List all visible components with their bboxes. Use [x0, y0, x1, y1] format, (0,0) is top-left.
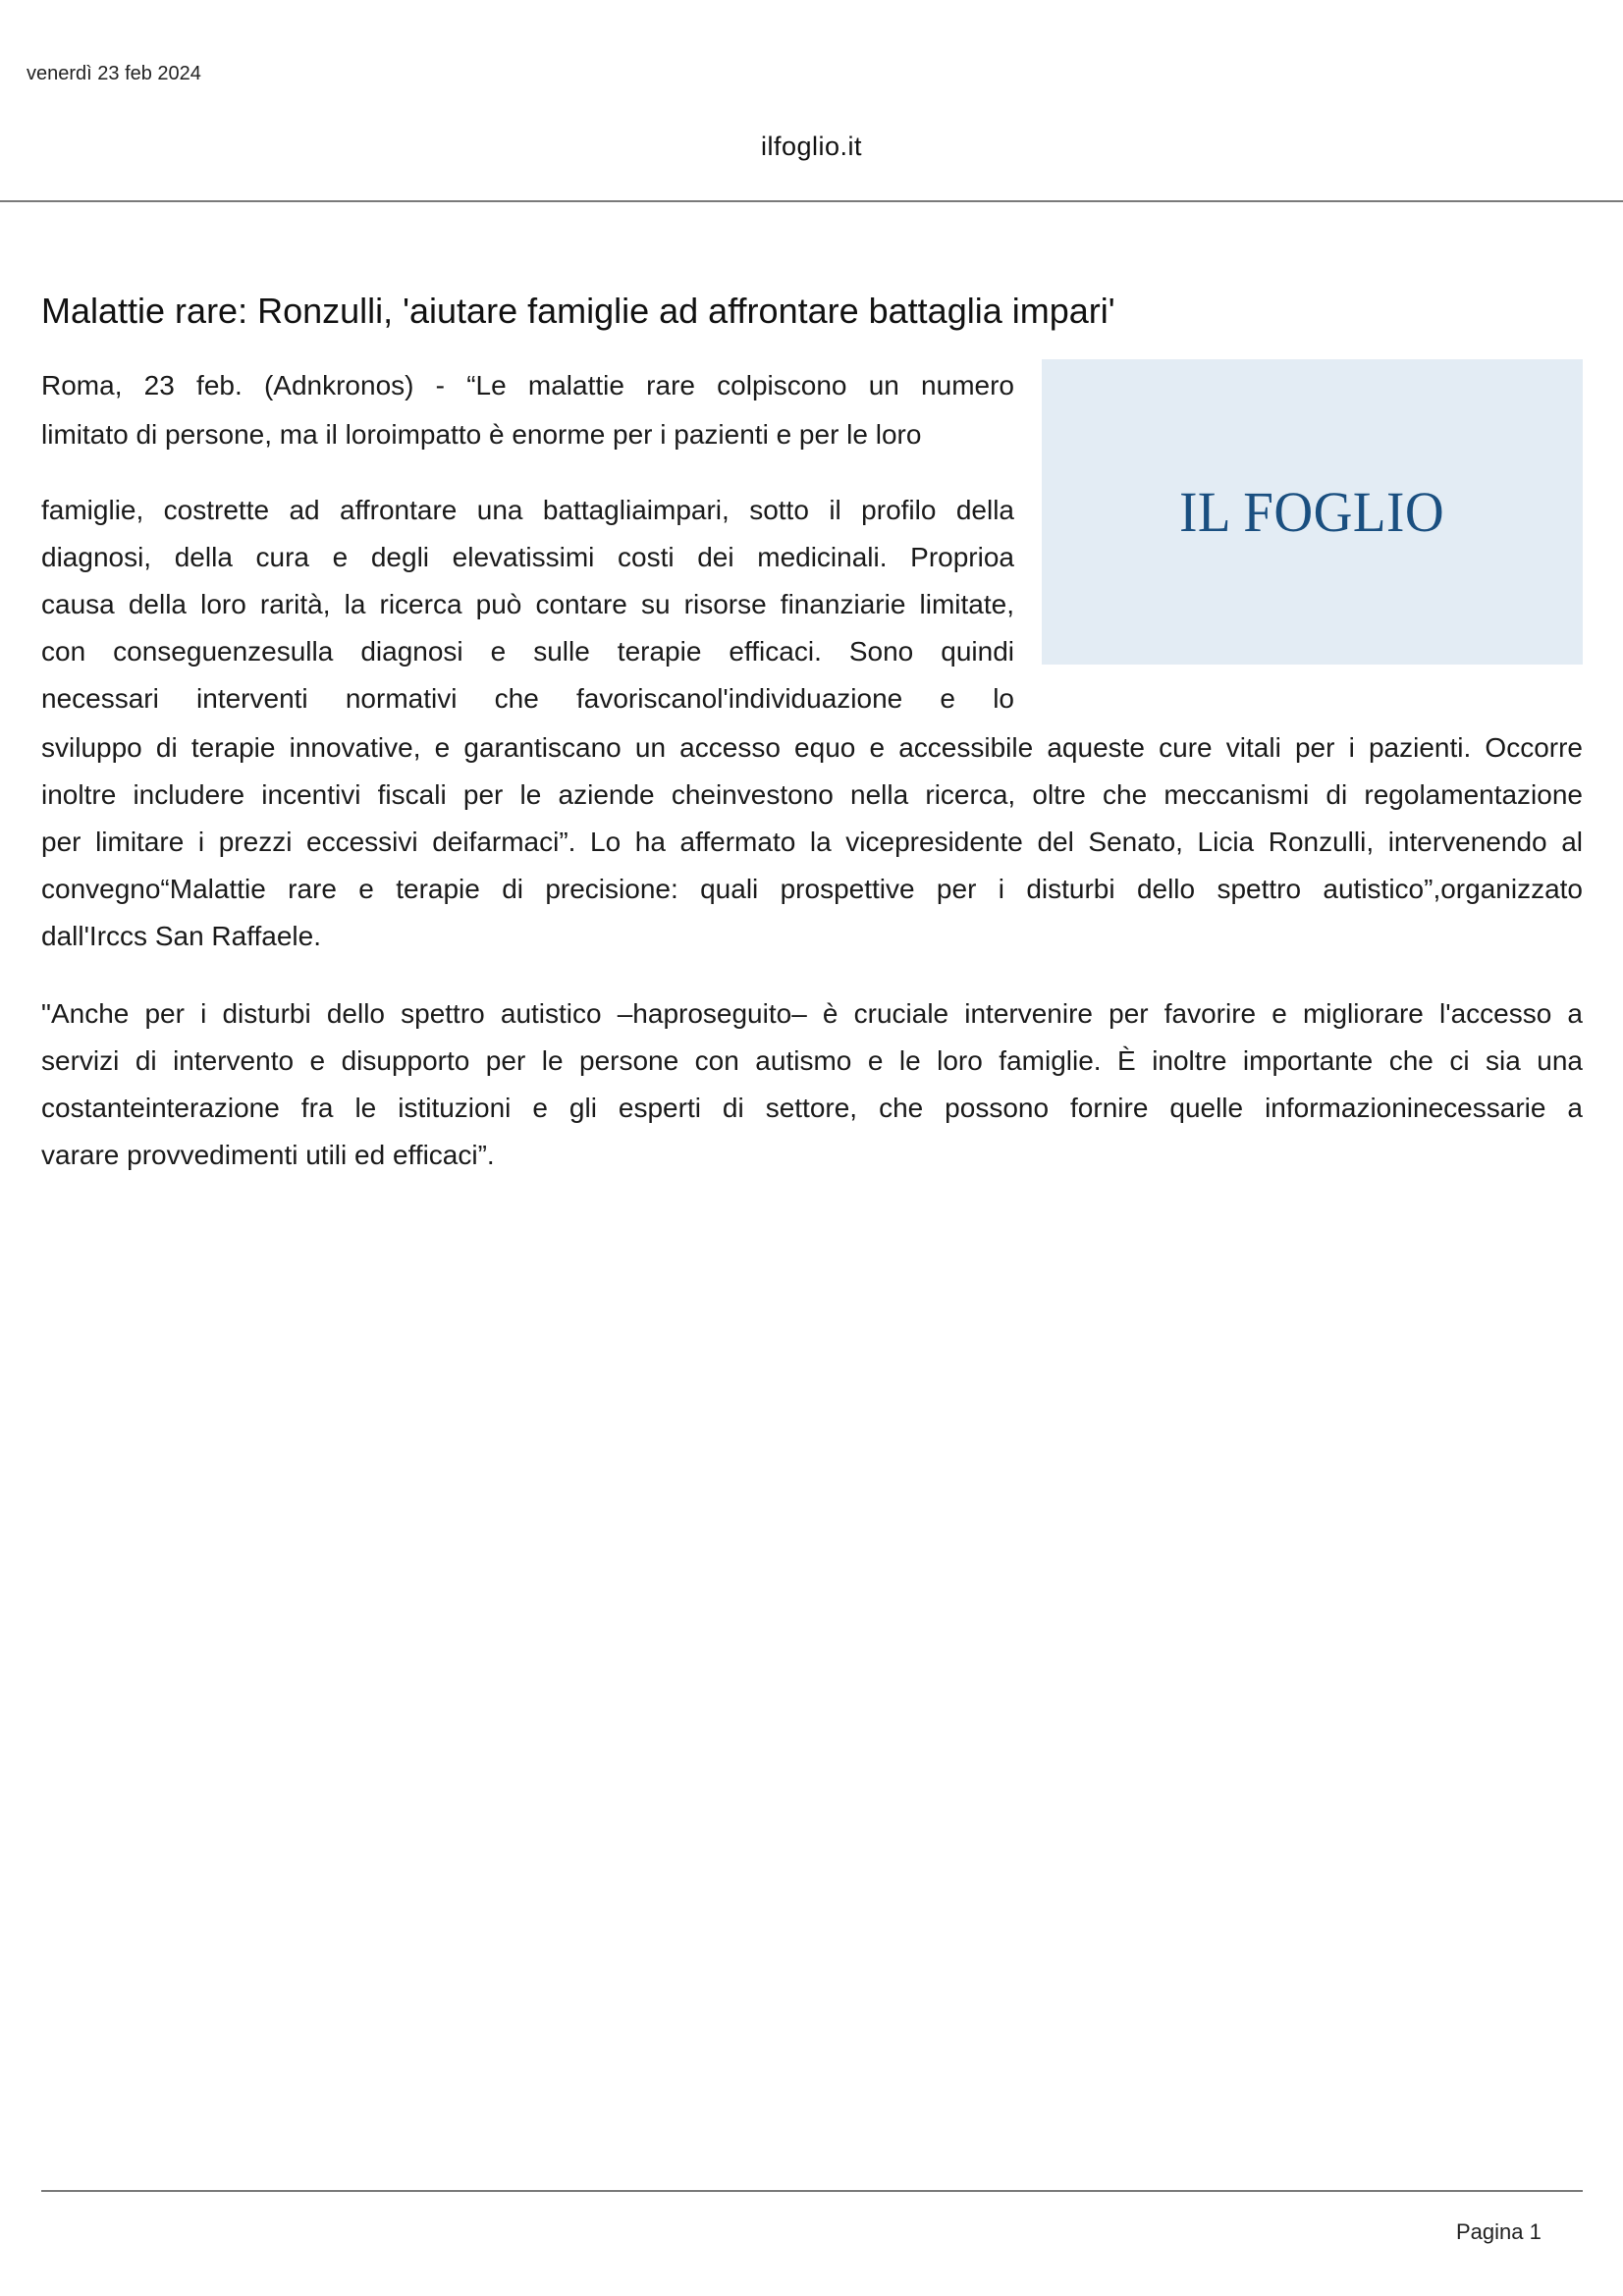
body-line: causa della loro rarità, la ricerca può contare su risorse finanziarie limitate, [41, 589, 1014, 619]
body-line: servizi di intervento e disupporto per le persone con autismo e le loro famiglie. È inoltre importante che ci sia una [41, 1045, 1583, 1076]
publication-logo [1042, 359, 1583, 665]
source-site: ilfoglio.it [760, 132, 863, 161]
body-line: limitato di persone, ma il loroimpatto è enorme per i pazienti e per le loro [41, 419, 922, 450]
body-line: necessari interventi normativi che favoriscanol'individuazione e lo [41, 683, 1014, 714]
body-line: Roma, 23 feb. (Adnkronos) - “Le malattie rare colpiscono un numero [41, 370, 1014, 400]
body-line: varare provvedimenti utili ed efficaci”. [41, 1140, 495, 1170]
logo-wordmark: IL FOGLIO [1179, 480, 1445, 544]
body-line: dall'Irccs San Raffaele. [41, 921, 321, 951]
body-line: convegno“Malattie rare e terapie di precisione: quali prospettive per i disturbi dello spettro autistico”,organizzato [41, 874, 1583, 904]
body-line: con conseguenzesulla diagnosi e sulle terapie efficaci. Sono quindi [41, 636, 1014, 667]
body-line: per limitare i prezzi eccessivi deifarmaci”. Lo ha affermato la vicepresidente del Senato, Licia Ronzulli, intervenendo al [41, 827, 1583, 857]
body-line: costanteinterazione fra le istituzioni e gli esperti di settore, che possono fornire quelle informazioninecessarie a [41, 1093, 1583, 1123]
body-line: diagnosi, della cura e degli elevatissimi costi dei medicinali. Proprioa [41, 542, 1014, 572]
body-line: sviluppo di terapie innovative, e garantiscano un accesso equo e accessibile aqueste cure vitali per i pazienti. Occorre [41, 732, 1583, 763]
body-line: famiglie, costrette ad affrontare una battagliaimpari, sotto il profilo della [41, 495, 1014, 525]
header-divider [0, 200, 1623, 202]
print-date: venerdì 23 feb 2024 [27, 63, 201, 84]
footer-divider [41, 2190, 1583, 2192]
page-number: Pagina 1 [1456, 2219, 1542, 2244]
body-line: inoltre includere incentivi fiscali per le aziende cheinvestono nella ricerca, oltre che meccanismi di regolamentazione [41, 779, 1583, 810]
article-headline: Malattie rare: Ronzulli, 'aiutare famiglie ad affrontare battaglia impari' [41, 291, 1115, 331]
body-line: "Anche per i disturbi dello spettro autistico –haproseguito– è cruciale intervenire per favorire e migliorare l'accesso a [41, 998, 1583, 1029]
